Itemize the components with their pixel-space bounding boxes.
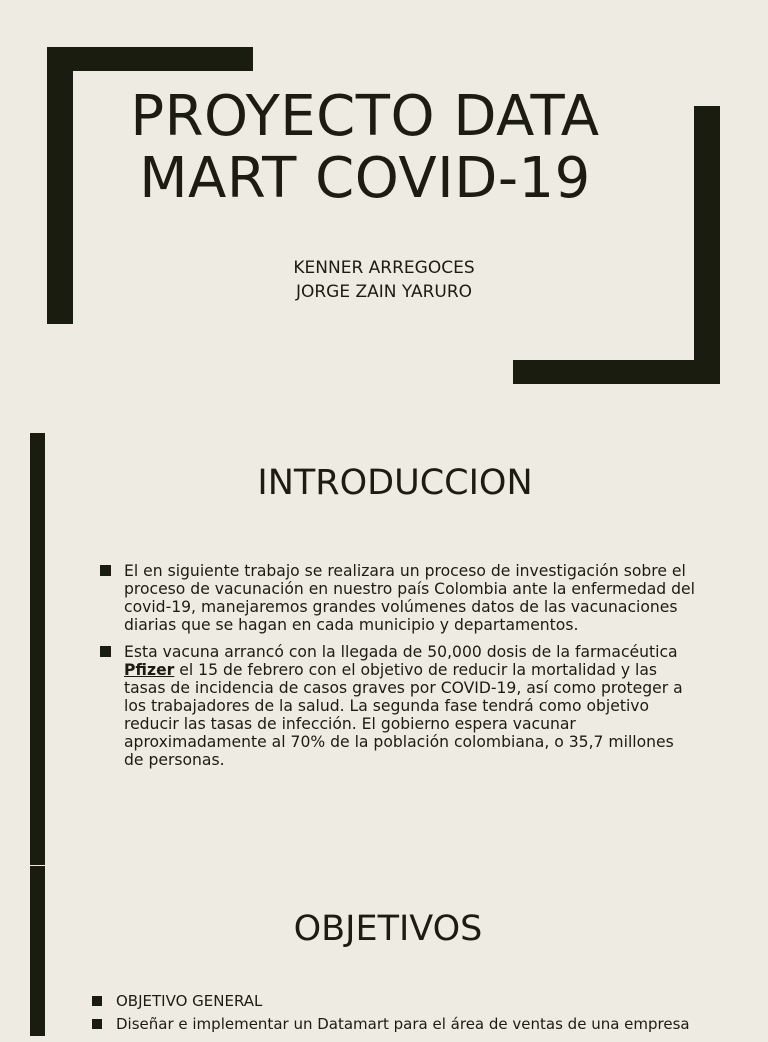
title-line-2: MART COVID-19 [139,146,591,211]
frame-bottom-right-horizontal [513,360,720,384]
title-line-1: PROYECTO DATA [130,84,600,149]
list-item [100,562,696,634]
pfizer-link[interactable]: Pfizer [124,661,175,679]
introduction-heading: INTRODUCCION [257,463,533,503]
objectives-item-2: Diseñar e implementar un Datamart para el área de ventas de una empresa [116,1015,690,1033]
objectives-item-1: OBJETIVO GENERAL [116,992,263,1010]
square-bullet-icon [92,996,102,1006]
frame-bottom-right-vertical [694,106,720,384]
introduction-bullet-2-text-end: el 15 de febrero con el objetivo de reducir la mortalidad y las tasas de incidencia de casos graves por COVID-19, así como proteger a los trabajadores de la salud. La segunda fase tendrá como objetivo reducir las tasas de infección. El gobierno espera vacunar aproximadamente al 70% de la población colombiana, o 35,7 millones de personas. [124,661,683,769]
introduction-side-bar [30,433,45,865]
square-bullet-icon [100,646,111,657]
list-item [92,1015,732,1033]
objectives-bullet-list [92,992,732,1042]
authors [184,256,584,304]
author-2: JORGE ZAIN YARURO [295,282,473,302]
list-item [100,643,696,769]
square-bullet-icon [100,565,111,576]
author-1: KENNER ARREGOCES [293,258,475,278]
objectives-side-bar [30,866,45,1036]
list-item [92,992,732,1010]
frame-top-left-vertical [47,47,73,324]
introduction-bullet-2-text-start: Esta vacuna arrancó con la llegada de 50,000 dosis de la farmacéutica [124,643,678,661]
frame-top-left-horizontal [47,47,253,71]
introduction-bullet-list [100,562,696,778]
presentation-title [90,86,640,210]
square-bullet-icon [92,1019,102,1029]
introduction-bullet-1-text: El en siguiente trabajo se realizara un proceso de investigación sobre el proceso de vacunación en nuestro país Colombia ante la enfermedad del covid-19, manejaremos grandes volúmenes datos de las vacunaciones diarias que se hagan en cada municipio y departamentos. [124,562,695,634]
objectives-heading: OBJETIVOS [293,909,483,949]
